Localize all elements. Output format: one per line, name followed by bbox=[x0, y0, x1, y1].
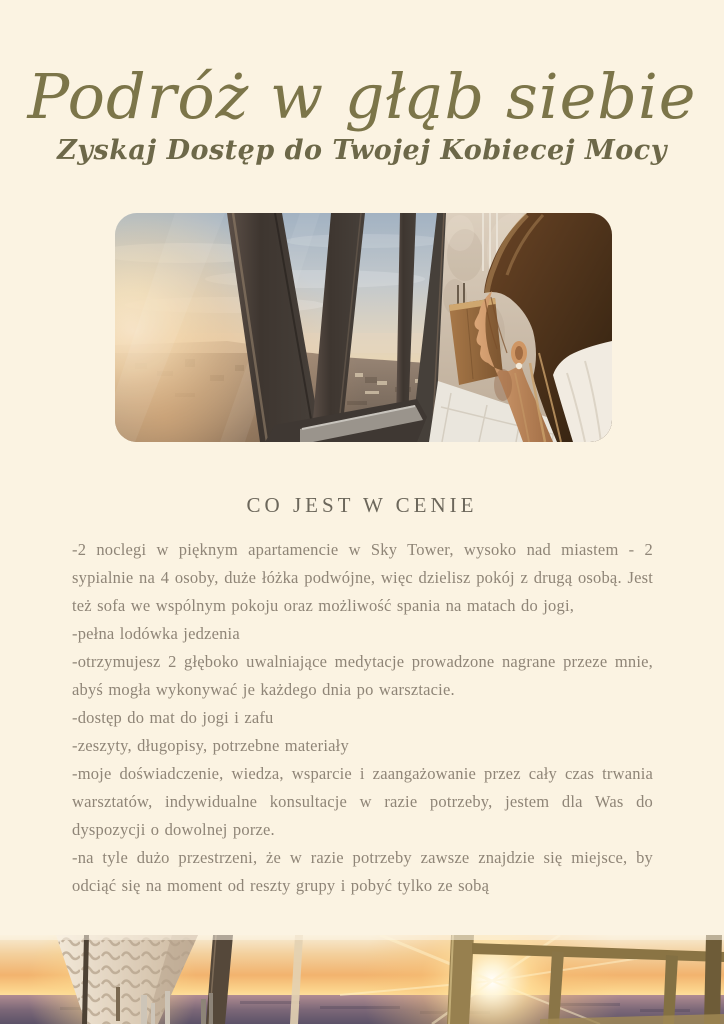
list-item: -dostęp do mat do jogi i zafu bbox=[72, 708, 274, 727]
list-item: -2 noclegi w pięknym apartamencie w Sky Tower, wysoko nad miastem - 2 sypialnie na 4 osoby, duże łóżka podwójne, więc dzielisz pokój z drugą osobą. Jest też sofa we wspólnym pokoju oraz możliwość spania na matach do jogi, bbox=[72, 540, 653, 615]
list-item: -na tyle dużo przestrzeni, że w razie potrzeby zawsze znajdzie się miejsce, by odciąć się na moment od reszty grupy i pobyć tylko ze sobą bbox=[72, 848, 653, 895]
list-item: -zeszyty, długopisy, potrzebne materiały bbox=[72, 736, 349, 755]
page-title: Podróż w głąb siebie bbox=[27, 60, 697, 133]
list-item: -pełna lodówka jedzenia bbox=[72, 624, 240, 643]
footer-photo-illustration bbox=[0, 935, 724, 1024]
included-heading: CO JEST W CENIE bbox=[246, 493, 478, 517]
list-item: -moje doświadczenie, wiedza, wsparcie i zaangażowanie przez cały czas trwania warsztatów, indywidualne konsultacje w razie potrzeby, jestem dla Was do dyspozycji o dowolnej porze. bbox=[72, 764, 653, 839]
hero-photo bbox=[115, 213, 612, 442]
flyer-header bbox=[0, 60, 724, 167]
footer-photo bbox=[0, 935, 724, 1024]
included-list bbox=[72, 536, 653, 900]
hero-photo-illustration bbox=[115, 213, 612, 442]
page-subtitle: Zyskaj Dostęp do Twojej Kobiecej Mocy bbox=[57, 135, 667, 167]
list-item: -otrzymujesz 2 głęboko uwalniające medytacje prowadzone nagrane przeze mnie, abyś mogła wykonywać je każdego dnia po warsztacie. bbox=[72, 652, 653, 699]
